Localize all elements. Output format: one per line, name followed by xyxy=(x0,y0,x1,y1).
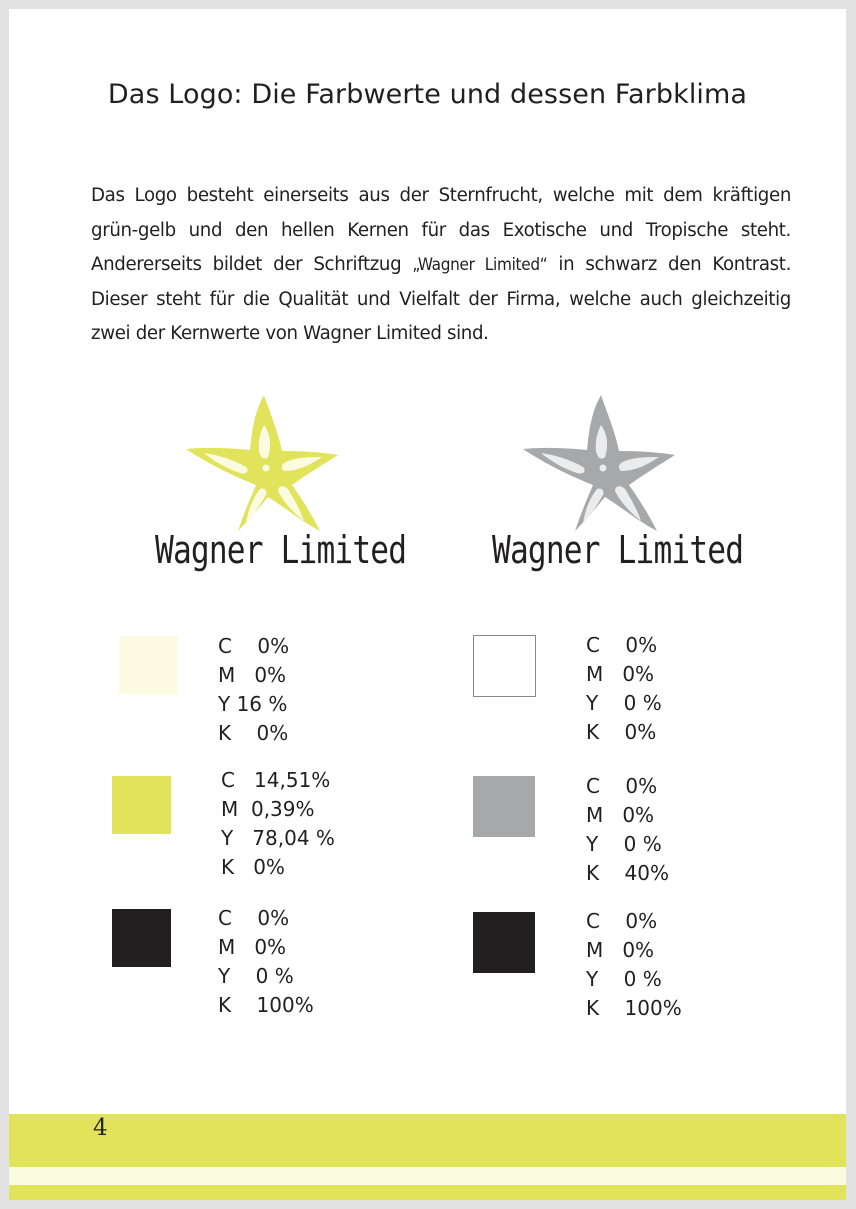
logo-grayscale xyxy=(517,395,677,535)
cmyk-m: M 0% xyxy=(586,662,655,686)
footer-band-bottom xyxy=(9,1185,846,1200)
cmyk-k: K 0% xyxy=(221,855,285,879)
cmyk-c: C 14,51% xyxy=(221,768,331,792)
cmyk-c: C 0% xyxy=(586,774,658,798)
cmyk-k: K 100% xyxy=(218,993,314,1017)
cmyk-values-light-yellow xyxy=(218,632,289,748)
logo-color-wordmark: Wagner Limited xyxy=(155,528,407,572)
starfruit-body xyxy=(186,395,338,531)
starfruit-icon xyxy=(180,395,340,535)
cmyk-k: K 40% xyxy=(586,861,669,885)
cmyk-values-black-right xyxy=(586,907,682,1023)
cmyk-values-gray xyxy=(586,772,669,888)
cmyk-k: K 0% xyxy=(586,720,657,744)
cmyk-m: M 0,39% xyxy=(221,797,315,821)
logo-gray-wordmark: Wagner Limited xyxy=(492,528,744,572)
cmyk-y: Y 16 % xyxy=(218,692,288,716)
cmyk-c: C 0% xyxy=(586,909,658,933)
cmyk-k: K 0% xyxy=(218,721,289,745)
page-title: Das Logo: Die Farbwerte und dessen Farbklima xyxy=(107,79,748,110)
swatch-gray xyxy=(473,776,535,837)
swatch-black-left xyxy=(112,909,171,967)
cmyk-y: Y 0 % xyxy=(218,964,294,988)
document-page xyxy=(9,9,846,1200)
cmyk-y: Y 0 % xyxy=(586,967,662,991)
cmyk-values-green-yellow xyxy=(221,766,335,882)
cmyk-values-black-left xyxy=(218,904,314,1020)
swatch-green-yellow xyxy=(112,776,171,834)
cmyk-y: Y 0 % xyxy=(586,691,662,715)
starfruit-gray-icon xyxy=(517,395,677,535)
footer-band-light xyxy=(9,1167,846,1185)
swatch-white xyxy=(473,635,536,697)
cmyk-m: M 0% xyxy=(586,803,655,827)
starfruit-gray-center-dot xyxy=(600,465,607,472)
cmyk-c: C 0% xyxy=(218,634,290,658)
cmyk-k: K 100% xyxy=(586,996,682,1020)
cmyk-values-white xyxy=(586,631,662,747)
cmyk-m: M 0% xyxy=(218,935,287,959)
starfruit-gray-body xyxy=(523,395,675,531)
swatch-black-right xyxy=(473,912,535,973)
cmyk-c: C 0% xyxy=(586,633,658,657)
cmyk-y: Y 0 % xyxy=(586,832,662,856)
page-number: 4 xyxy=(93,1115,108,1141)
intro-text-start: Das Logo besteht einerseits aus der Sternfrucht, welche mit dem kräftigen grün-gelb und den hellen Kernen für das Exotische und Tropische steht. Andererseits bildet der Schriftzug xyxy=(91,185,791,275)
logo-color xyxy=(180,395,340,535)
cmyk-m: M 0% xyxy=(586,938,655,962)
swatch-light-yellow xyxy=(119,636,178,694)
footer-band xyxy=(9,1114,846,1167)
starfruit-center-dot xyxy=(263,465,270,472)
intro-text-end: in schwarz den Kontrast. Dieser steht für die Qualität und Vielfalt der Firma, welche auch gleichzeitig zwei der Kernwerte von Wagner Limited sind. xyxy=(91,254,791,344)
cmyk-m: M 0% xyxy=(218,663,287,687)
intro-paragraph xyxy=(91,179,791,352)
intro-brand-name: „Wagner Limited“ xyxy=(412,255,548,275)
cmyk-c: C 0% xyxy=(218,906,290,930)
cmyk-y: Y 78,04 % xyxy=(221,826,335,850)
